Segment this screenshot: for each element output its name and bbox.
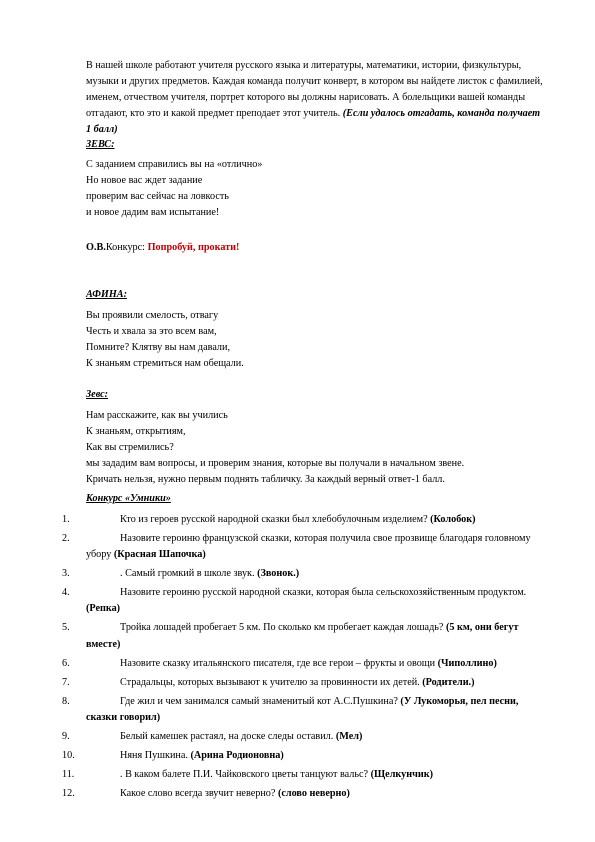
contest-heading xyxy=(86,491,546,507)
question-text: Няня Пушкина. xyxy=(120,749,188,761)
question-text: Назовите сказку итальянского писателя, где все герои – фрукты и овощи xyxy=(120,657,436,669)
verse-line: проверим вас сейчас на ловкость xyxy=(86,191,229,202)
speaker-label: О.В. xyxy=(86,242,106,253)
question-list xyxy=(62,512,552,805)
answer-text: (Чиполлино) xyxy=(437,657,497,669)
item-number: 7. xyxy=(62,676,70,688)
item-number: 6. xyxy=(62,657,70,669)
answer-text: (5 км, они бегут вместе) xyxy=(86,622,519,650)
verse-line: К знаньям стремиться нам обещали. xyxy=(86,358,244,369)
answer-text: (Родители.) xyxy=(422,676,475,688)
intro-paragraph xyxy=(86,58,546,138)
list-item xyxy=(62,786,552,802)
list-item xyxy=(62,512,552,528)
question-text: Тройка лошадей пробегает 5 км. По сколько км пробегает каждая лошадь? xyxy=(120,622,444,634)
list-item xyxy=(62,585,552,617)
contest-heading-text: Конкурс «Умники» xyxy=(86,493,171,504)
verse-line: С заданием справились вы на «отлично» xyxy=(86,159,263,170)
athena-heading xyxy=(86,287,546,303)
list-item xyxy=(62,767,552,783)
answer-text: (У Лукоморья, пел песни, сказки говорил) xyxy=(86,695,519,723)
verse-line: Вы проявили смелость, отвагу xyxy=(86,310,219,321)
question-text: Где жил и чем занимался самый знаменитый кот А.С.Пушкина? xyxy=(120,695,398,707)
contest-label: Конкурс: xyxy=(105,242,148,253)
item-number: 12. xyxy=(62,787,75,799)
answer-text: (Колобок) xyxy=(430,514,476,525)
contest-title: Попробуй, прокати! xyxy=(147,242,240,253)
athena-verse xyxy=(86,308,546,372)
answer-text: (Арина Родионовна) xyxy=(190,749,284,761)
item-number: 8. xyxy=(62,695,70,707)
zeus2-heading-text: Зевс: xyxy=(86,389,109,400)
question-text: Назовите героиню французской сказки, которая получила свое прозвище благодаря головному убору xyxy=(86,533,531,561)
question-text: . Самый громкий в школе звук. xyxy=(120,568,255,580)
answer-text: (слово неверно) xyxy=(277,787,350,799)
item-number: 11. xyxy=(62,768,75,780)
list-item xyxy=(62,694,552,726)
verse-line: Помните? Клятву вы нам давали, xyxy=(86,342,231,353)
list-item xyxy=(62,620,552,652)
athena-heading-text: АФИНА: xyxy=(86,289,127,300)
list-item xyxy=(62,566,552,582)
verse-line: Кричать нельзя, нужно первым поднять табличку. За каждый верный ответ-1 балл. xyxy=(86,474,445,485)
answer-text: (Красная Шапочка) xyxy=(113,549,206,561)
item-number: 10. xyxy=(62,749,75,761)
zeus-heading-1 xyxy=(86,137,546,153)
verse-line: Как вы стремились? xyxy=(86,442,174,453)
item-number: 1. xyxy=(62,514,70,525)
verse-line: Но новое вас ждет задание xyxy=(86,175,203,186)
answer-text: (Мел) xyxy=(335,730,363,742)
zeus-verse-1 xyxy=(86,157,546,221)
list-item xyxy=(62,531,552,563)
item-number: 4. xyxy=(62,587,70,599)
zeus-heading-2 xyxy=(86,387,546,403)
question-text: Назовите героиню русской народной сказки, которая была сельскохозяйственным продуктом. xyxy=(120,587,527,599)
item-number: 3. xyxy=(62,568,70,580)
list-item xyxy=(62,729,552,745)
item-number: 2. xyxy=(62,533,70,544)
intro-note: (Если удалось отгадать, команда получает 1 балл) xyxy=(86,108,541,135)
intro-text: В нашей школе работают учителя русского языка и литературы, математики, истории, физкультуры, музыки и других предметов. Каждая команда получит конверт, в котором вы найдете листок с фамилией, именем, отчеством учителя, портрет которого вы должны нарисовать. А болельщики вашей команды отгадают, кто это и какой предмет преподает этот учитель. xyxy=(86,60,543,119)
list-item xyxy=(62,748,552,764)
verse-line: Честь и хвала за это всем вам, xyxy=(86,326,217,337)
question-text: Какое слово всегда звучит неверно? xyxy=(120,787,276,799)
verse-line: Нам расскажите, как вы учились xyxy=(86,410,228,421)
item-number: 9. xyxy=(62,730,70,742)
answer-text: (Щелкунчик) xyxy=(370,768,433,780)
zeus-heading-text: ЗЕВС: xyxy=(86,139,115,150)
answer-text: (Звонок.) xyxy=(257,568,300,580)
verse-line: К знаньям, открытиям, xyxy=(86,426,186,437)
list-item xyxy=(62,656,552,672)
question-text: Белый камешек растаял, на доске следы оставил. xyxy=(120,730,334,742)
answer-text: (Репка) xyxy=(86,603,121,615)
verse-line: мы зададим вам вопросы, и проверим знания, которые вы получали в начальном звене. xyxy=(86,458,465,469)
question-text: Страдальцы, которых вызывают к учителю за провинности их детей. xyxy=(120,676,420,688)
item-number: 5. xyxy=(62,622,70,634)
question-text: Кто из героев русской народной сказки был хлебобулочным изделием? xyxy=(120,514,428,525)
verse-line: и новое дадим вам испытание! xyxy=(86,207,220,218)
contest-announcement xyxy=(86,240,546,256)
question-text: . В каком балете П.И. Чайковского цветы танцуют вальс? xyxy=(120,768,369,780)
list-item xyxy=(62,675,552,691)
zeus-verse-2 xyxy=(86,408,546,488)
